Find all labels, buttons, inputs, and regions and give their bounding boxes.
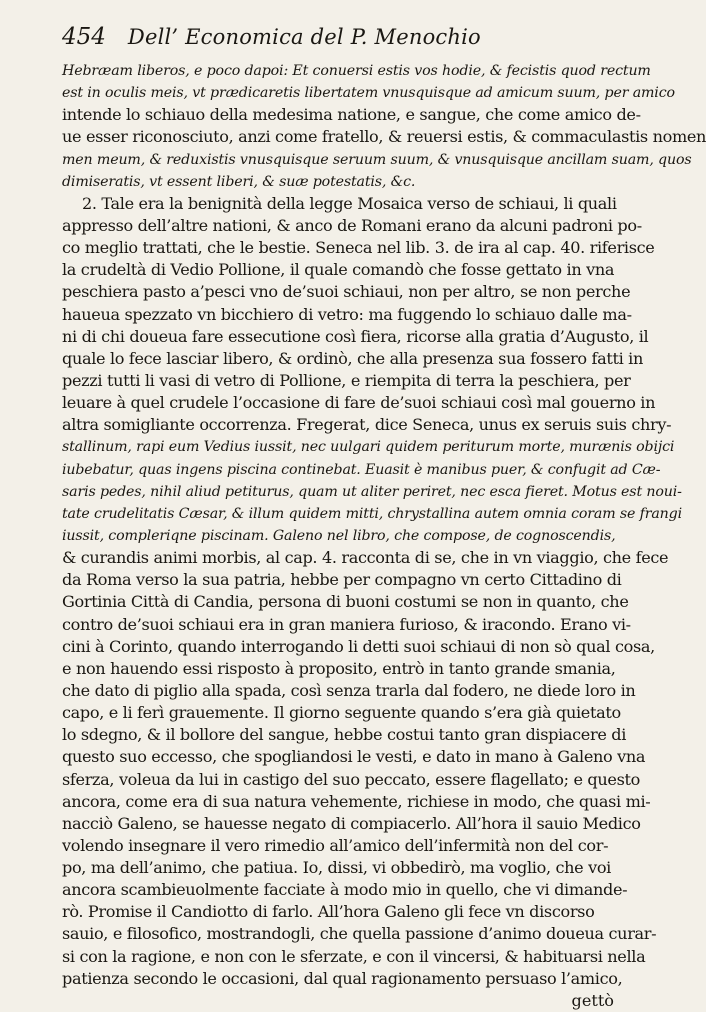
text-line: peschiera pasto a’pesci vno de’suoi schiaui, non per altro, se non perche	[62, 282, 631, 302]
text-line: iubebatur, quas ingens piscina continebat. Euasit è manibus puer, & confugit ad Cæ-	[62, 461, 661, 478]
text-line: co meglio trattati, che le bestie. Seneca nel lib. 3. de ira al cap. 40. riferisce	[62, 238, 655, 258]
text-line: stallinum, rapi eum Vedius iussit, nec uulgari quidem periturum morte, murænis obijci	[62, 439, 675, 456]
text-line: ni di chi doueua fare essecutione così fiera, ricorse alla gratia d’Augusto, il	[62, 326, 649, 346]
text-line: questo suo eccesso, che spogliandosi le vesti, e dato in mano à Galeno vna	[62, 747, 646, 767]
text-line: ue esser riconosciuto, anzi come fratello, & reuersi estis, & commaculastis nomen	[62, 127, 706, 147]
text-line: tate crudelitatis Cæsar, & illum quidem mitti, chrystallina autem omnia coram se frangi	[62, 505, 682, 522]
text-line: cini à Corinto, quando interrogando li detti suoi schiaui di non sò qual cosa,	[62, 636, 655, 656]
text-line: pezzi tutti li vasi di vetro di Pollione, e riempita di terra la peschiera, per	[62, 370, 631, 390]
page-number: 454	[62, 24, 106, 50]
text-line: nacciò Galeno, se hauesse negato di compiacerlo. All’hora il sauio Medico	[62, 813, 641, 833]
text-line: patienza secondo le occasioni, dal qual ragionamento persuaso l’amico,	[62, 968, 623, 988]
catchword: gettò	[571, 990, 614, 1010]
text-line: volendo insegnare il vero rimedio all’amico dell’infermità non del cor-	[62, 835, 609, 855]
text-line: haueua spezzato vn bicchiero di vetro: ma fuggendo lo schiauo dalle ma-	[62, 304, 632, 324]
text-line: sferza, voleua da lui in castigo del suo peccato, essere flagellato; e questo	[62, 769, 640, 789]
text-line: & curandis animi morbis, al cap. 4. racconta di se, che in vn viaggio, che fece	[62, 548, 669, 568]
text-line: dimiseratis, vt essent liberi, & suæ potestatis, &c.	[62, 173, 416, 190]
text-line: men meum, & reduxistis vnusquisque seruum suum, & vnusquisque ancillam suam, quos	[62, 151, 692, 168]
text-line: e non hauendo essi risposto à proposito, entrò in tanto grande smania,	[62, 658, 616, 678]
text-line: contro de’suoi schiaui era in gran maniera furioso, & iracondo. Erano vi-	[62, 614, 631, 634]
text-line: appresso dell’altre nationi, & anco de Romani erano da alcuni padroni po-	[62, 215, 642, 235]
text-line: saris pedes, nihil aliud petiturus, quam ut aliter periret, nec esca fieret. Motus est noui-	[62, 483, 682, 500]
body-text	[62, 60, 706, 990]
text-line: intende lo schiauo della medesima natione, e sangue, che come amico de-	[62, 105, 641, 125]
text-line: 2. Tale era la benignità della legge Mosaica verso de schiaui, li quali	[82, 193, 617, 213]
running-title: Dell’ Economica del P. Menochio	[127, 25, 481, 49]
text-line: ancora scambieuolmente facciate à modo mio in quello, che vi dimande-	[62, 880, 628, 900]
text-line: Hebræam liberos, e poco dapoi: Et conuersi estis vos hodie, & fecistis quod rectum	[62, 63, 651, 79]
text-line: po, ma dell’animo, che patiua. Io, dissi, vi obbedirò, ma voglio, che voi	[62, 858, 611, 878]
text-line: est in oculis meis, vt prædicaretis libertatem vnusquisque ad amicum suum, per amico	[62, 85, 675, 102]
text-line: si con la ragione, e non con le sferzate, e con il vincersi, & habituarsi nella	[62, 946, 646, 966]
text-line: altra somigliante occorrenza. Fregerat, dice Seneca, unus ex seruis suis chry-	[62, 415, 672, 435]
text-line: capo, e li ferì grauemente. Il giorno seguente quando s’era già quietato	[62, 703, 621, 723]
text-line: Gortinia Città di Candia, persona di buoni costumi se non in quanto, che	[62, 592, 629, 612]
text-line: iussit, compleriqne piscinam. Galeno nel libro, che compose, de cognoscendis,	[62, 527, 616, 544]
text-line: leuare à quel crudele l’occasione di fare de’suoi schiaui così mal gouerno in	[62, 393, 656, 413]
text-line: che dato di piglio alla spada, così senza trarla dal fodero, ne diede loro in	[62, 680, 636, 700]
text-line: da Roma verso la sua patria, hebbe per compagno vn certo Cittadino di	[62, 570, 622, 590]
text-line: lo sdegno, & il bollore del sangue, hebbe costui tanto gran dispiacere di	[62, 725, 627, 745]
text-line: ancora, come era di sua natura vehemente, richiese in modo, che quasi mi-	[62, 791, 651, 811]
running-head	[62, 24, 614, 60]
text-line: quale lo fece lasciar libero, & ordinò, che alla presenza sua fossero fatti in	[62, 348, 643, 368]
text-line: sauio, e filosofico, mostrandogli, che quella passione d’animo doueua curar-	[62, 924, 657, 944]
text-line: la crudeltà di Vedio Pollione, il quale comandò che fosse gettato in vna	[62, 260, 615, 280]
text-line: rò. Promise il Candiotto di farlo. All’hora Galeno gli fece vn discorso	[62, 902, 595, 922]
